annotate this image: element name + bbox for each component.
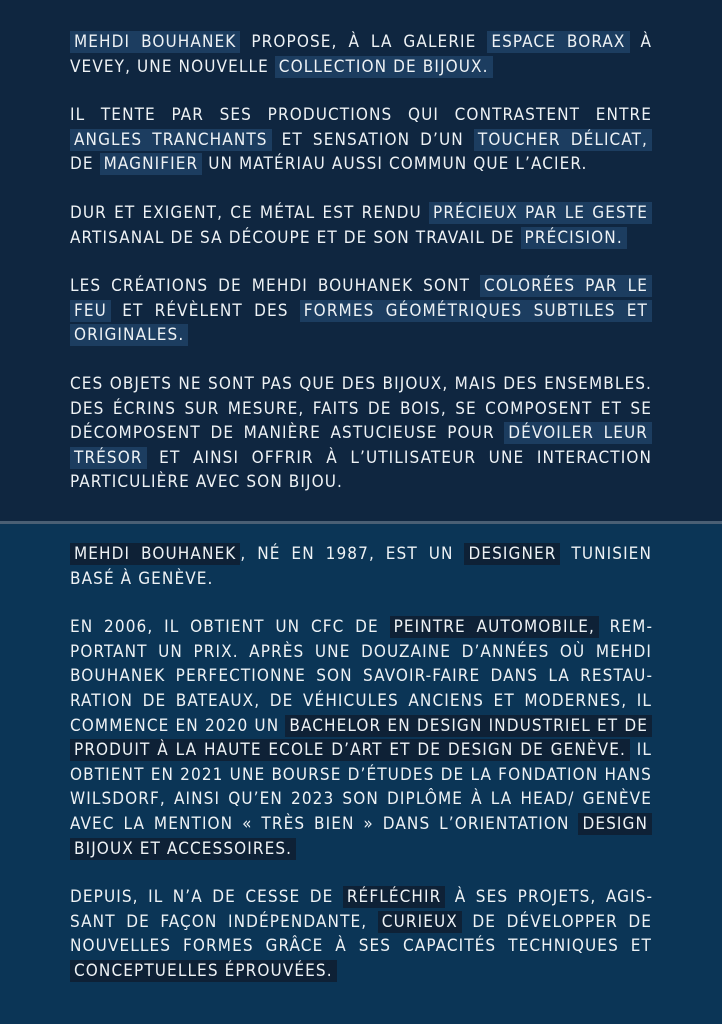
highlighted-phrase: CURIEUX [378, 911, 462, 933]
highlighted-phrase: DESIGN BIJOUX ET ACCESSOIRES. [70, 813, 652, 860]
text-run: , NÉ EN 1987, EST UN [240, 544, 465, 564]
text-run: ARTISANAL DE SA DÉCOUPE ET DE SON TRAVAIL DE [70, 227, 521, 248]
highlighted-phrase: MAGNIFIER [100, 153, 203, 175]
highlighted-phrase: PRÉCISION. [521, 227, 627, 249]
text-run: UN MATÉRIAU AUSSI COMMUN QUE L’ACIER. [202, 154, 588, 175]
highlighted-phrase: ANGLES TRANCHANTS [70, 129, 272, 151]
paragraph [70, 885, 652, 983]
paragraph [70, 542, 652, 591]
text-run: PROPOSE, À LA GALERIE [240, 32, 488, 52]
highlighted-phrase: DESIGNER [464, 543, 560, 565]
text-run: DEPUIS, IL N’A DE CESSE DE [70, 887, 343, 908]
paragraph [70, 274, 652, 348]
paragraph [70, 103, 652, 177]
highlighted-phrase: TOUCHER DÉLICAT, [474, 129, 652, 151]
highlighted-phrase: RÉFLÉCHIR [343, 886, 446, 908]
text-run: À SES PROJETS, AGISSANT DE FAÇON INDÉPENDANTE, [70, 887, 652, 932]
highlighted-phrase: ESPACE BORAX [487, 31, 629, 53]
highlighted-phrase: MEHDI BOUHANEK [70, 543, 240, 565]
paragraph [70, 30, 652, 79]
text-run: ET RÉVÈLENT DES [110, 300, 300, 321]
paragraph [70, 201, 652, 250]
highlighted-phrase: PEINTRE AUTOMOBILE, [390, 616, 599, 638]
highlighted-phrase: PRÉCIEUX PAR LE GESTE [429, 202, 652, 224]
highlighted-phrase: BACHELOR EN DESIGN INDUSTRIEL ET DE PRODUIT À LA HAUTE ECOLE D’ART ET DE DESIGN DE GENÈVE. [70, 715, 652, 762]
text-run: DUR ET EXIGENT, CE MÉTAL EST RENDU [70, 202, 429, 223]
text-run: DE DÉVELOPPER DE NOUVELLES FORMES GRÂCE À SES CAPACITÉS TECHNIQUES ET [70, 911, 652, 957]
paragraph [70, 372, 652, 495]
text-run: IL OBTIENT EN 2021 UNE BOURSE D’ÉTUDES DE LA FONDATION HANS WILSDORF, AINSI QU’EN 2023 SON DIPLÔME À LA HEAD/ GENÈVE AVEC LA MENTION « TRÈS BIEN » DANS L’ORIENTATION [70, 740, 652, 834]
text-run: CES OBJETS NE SONT PAS QUE DES BIJOUX, MAIS DES ENSEMBLES. DES ÉCRINS SUR MESURE, FAITS DE BOIS, SE COMPOSENT ET SE DÉCOMPOSENT DE MANIÈRE ASTUCIEUSE POUR [70, 373, 652, 444]
highlighted-phrase: MEHDI BOUHANEK [70, 31, 240, 53]
paragraph [70, 615, 652, 861]
highlighted-phrase: FORMES GÉOMÉTRIQUES SUBTILES ET ORIGINALES. [70, 300, 652, 347]
text-run: IL TENTE PAR SES PRODUCTIONS QUI CONTRASTENT ENTRE [70, 105, 652, 126]
highlighted-phrase: COLLECTION DE BIJOUX. [275, 56, 493, 78]
text-run: LES CRÉATIONS DE MEHDI BOUHANEK SONT [70, 276, 481, 297]
text-run: EN 2006, IL OBTIENT UN CFC DE [70, 617, 390, 638]
biography-text-section [0, 524, 722, 1024]
text-run: ET SENSATION D’UN [271, 129, 474, 150]
text-run: À VEVEY, UNE NOUVELLE [70, 32, 653, 77]
text-run: DE [70, 154, 100, 175]
text-run: TUNISIEN BASÉ À GENÈVE. [70, 544, 652, 589]
text-run: REMPORTANT UN PRIX. APRÈS UNE DOUZAINE D’ANNÉES OÙ MEHDI BOUHANEK PERFECTIONNE SON SAVOIR-FAIRE DANS LA RESTAURATION DE BATEAUX, DE VÉHICULES ANCIENS ET MODERNES, IL COMMENCE EN 2020 UN [70, 617, 653, 736]
highlighted-phrase: CONCEPTUELLES ÉPROUVÉES. [70, 960, 337, 982]
text-run: ET AINSI OFFRIR À L’UTILISATEUR UNE INTERACTION PARTICULIÈRE AVEC SON BIJOU. [70, 447, 652, 493]
highlighted-phrase: DÉVOILER LEUR TRÉSOR [70, 422, 652, 469]
highlighted-phrase: COLORÉES PAR LE FEU [70, 275, 652, 322]
